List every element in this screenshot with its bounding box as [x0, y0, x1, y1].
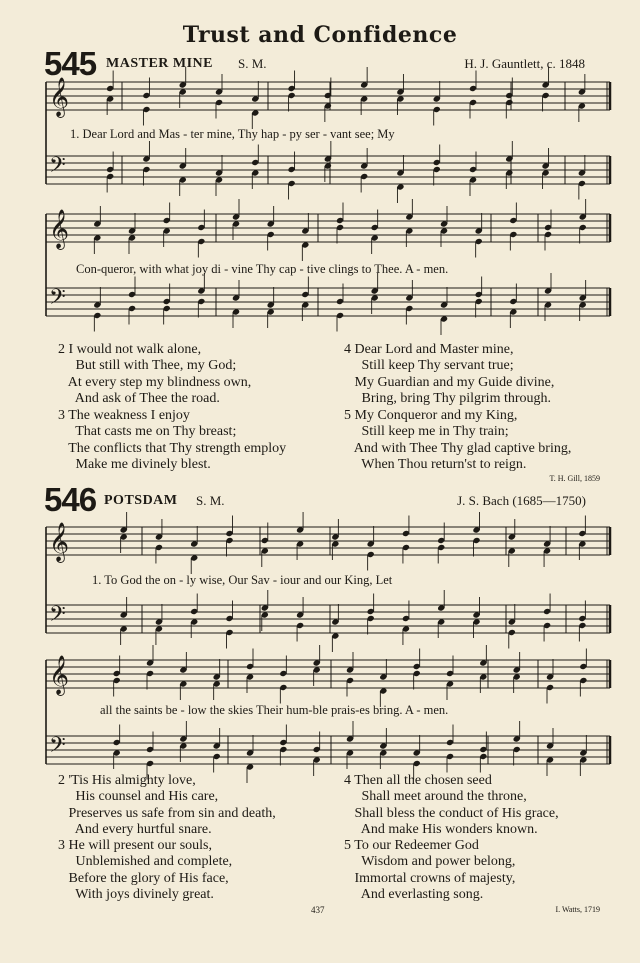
- lyric-line: 1. Dear Lord and Mas - ter mine, Thy hap - py ser - vant see; My: [70, 127, 395, 141]
- author-credit: T. H. Gill, 1859: [549, 474, 600, 483]
- verse: 5 My Conqueror and my King, Still keep me in Thy train; And with Thee Thy glad captive bring, When Thou return'st to reign.: [344, 408, 572, 472]
- verse: 4 Then all the chosen seed Shall meet around the throne, Shall bless the conduct of His grace, And make His wonders known.: [344, 773, 559, 837]
- verse: 5 To our Redeemer God Wisdom and power belong, Immortal crowns of majesty, And everlasting song.: [344, 838, 516, 902]
- composer: J. S. Bach (1685—1750): [457, 493, 586, 508]
- hymn-number: 546: [44, 481, 97, 518]
- verse: 4 Dear Lord and Master mine, Still keep Thy servant true; My Guardian and my Guide divine, Bring, bring Thy pilgrim through.: [344, 342, 555, 406]
- author-credit: I. Watts, 1719: [555, 905, 600, 914]
- verse: 2 'Tis His almighty love, His counsel and His care, Preserves us safe from sin and death, And every hurtful snare.: [58, 773, 276, 837]
- bass-clef-icon: 𝄢: [49, 733, 66, 763]
- meter: S. M.: [238, 56, 267, 71]
- tune-name: MASTER MINE: [106, 56, 214, 71]
- page-title: Trust and Confidence: [182, 22, 458, 48]
- bass-clef-icon: 𝄢: [49, 602, 66, 632]
- lyric-line: Con-queror, with what joy di - vine Thy cap - tive clings to Thee. A - men.: [76, 262, 449, 276]
- treble-clef-icon: 𝄞: [49, 209, 70, 249]
- verse: 2 I would not walk alone, But still with Thee, my God; At every step my blindness own, And ask of Thee the road.: [58, 342, 252, 406]
- treble-clef-icon: 𝄞: [49, 77, 70, 117]
- lyric-line: all the saints be - low the skies Their hum-ble prais-es bring. A - men.: [100, 703, 449, 717]
- page-number: 437: [311, 905, 325, 915]
- tune-name: POTSDAM: [104, 493, 178, 508]
- hymn-number: 545: [44, 45, 97, 82]
- verse: 3 He will present our souls, Unblemished and complete, Before the glory of His face, With joys divinely great.: [58, 838, 233, 902]
- verse: 3 The weakness I enjoy That casts me on Thy breast; The conflicts that Thy strength employ Make me divinely blest.: [58, 408, 287, 472]
- composer: H. J. Gauntlett, c. 1848: [464, 56, 585, 71]
- treble-clef-icon: 𝄞: [49, 655, 70, 695]
- meter: S. M.: [196, 493, 225, 508]
- bass-clef-icon: 𝄢: [49, 153, 66, 183]
- lyric-line: 1. To God the on - ly wise, Our Sav - iour and our King, Let: [92, 573, 393, 587]
- treble-clef-icon: 𝄞: [49, 522, 70, 562]
- bass-clef-icon: 𝄢: [49, 285, 66, 315]
